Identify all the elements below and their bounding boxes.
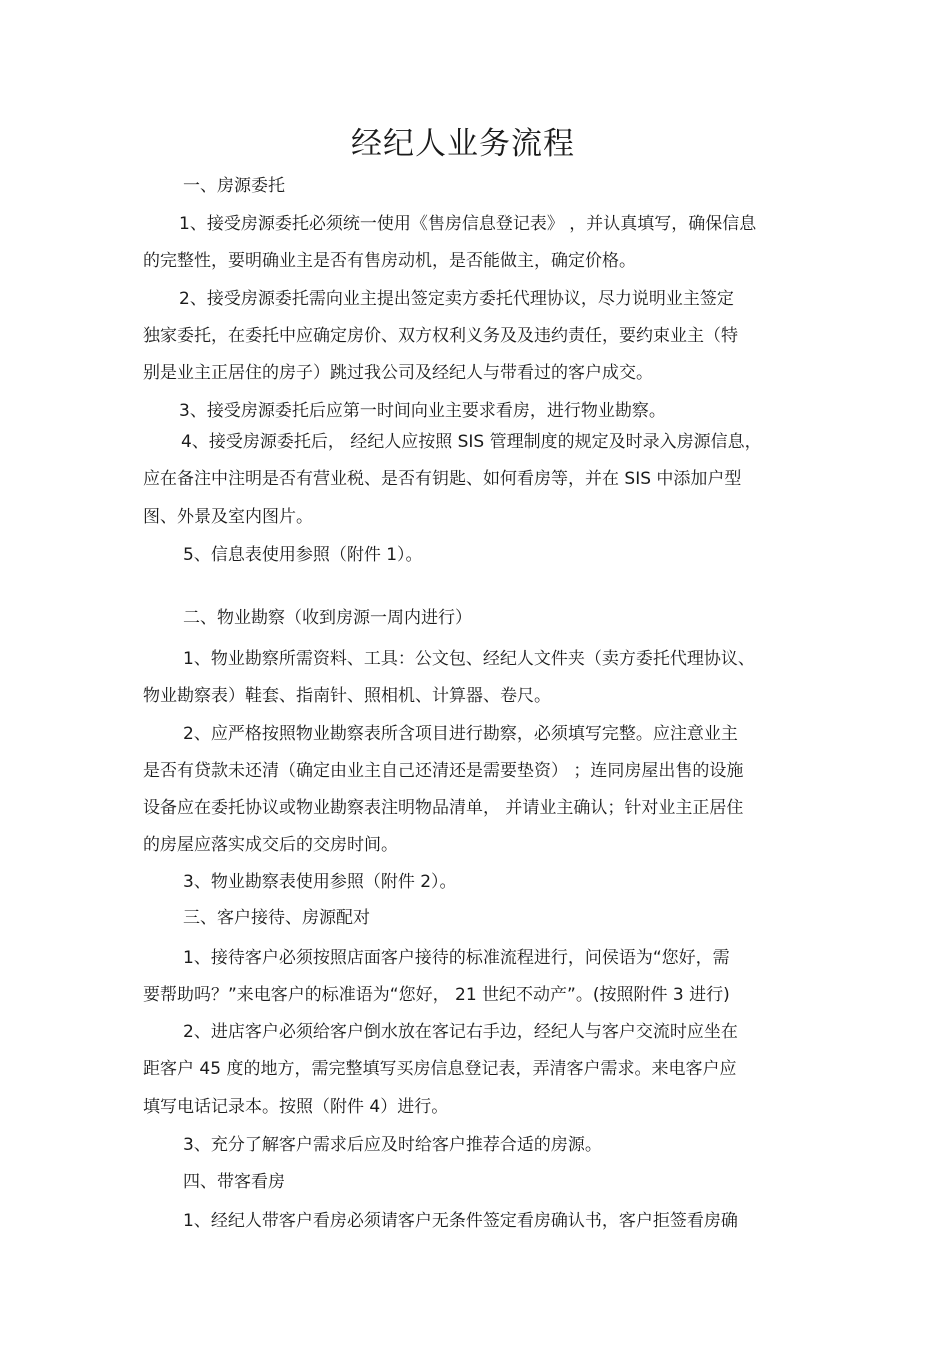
text-line: 3、物业勘察表使用参照（附件 2）。 xyxy=(183,872,457,892)
text-line: 设备应在委托协议或物业勘察表注明物品清单， 并请业主确认；针对业主正居住 xyxy=(143,798,744,818)
text-line: 四、带客看房 xyxy=(183,1172,285,1192)
text-line: 物业勘察表）鞋套、指南针、照相机、计算器、卷尺。 xyxy=(143,686,551,706)
text-line: 1、物业勘察所需资料、工具：公文包、经纪人文件夹（卖方委托代理协议、 xyxy=(183,649,755,669)
text-line: 的房屋应落实成交后的交房时间。 xyxy=(143,835,398,855)
text-line: 2、进店客户必须给客户倒水放在客记右手边，经纪人与客户交流时应坐在 xyxy=(183,1022,738,1042)
text-line: 1、接待客户必须按照店面客户接待的标准流程进行，问侯语为“您好，需 xyxy=(183,948,730,968)
text-line: 2、接受房源委托需向业主提出签定卖方委托代理协议，尽力说明业主签定 xyxy=(179,289,734,309)
text-line: 一、房源委托 xyxy=(183,176,285,196)
text-line: 2、应严格按照物业勘察表所含项目进行勘察，必须填写完整。应注意业主 xyxy=(183,724,738,744)
text-line: 3、充分了解客户需求后应及时给客户推荐合适的房源。 xyxy=(183,1135,602,1155)
text-line: 距客户 45 度的地方，需完整填写买房信息登记表，弄清客户需求。来电客户应 xyxy=(143,1059,737,1079)
text-line: 是否有贷款未还清（确定由业主自己还清还是需要垫资） ；连同房屋出售的设施 xyxy=(143,761,744,781)
text-line: 应在备注中注明是否有营业税、是否有钥匙、如何看房等，并在 SIS 中添加户型 xyxy=(143,469,742,489)
text-line: 填写电话记录本。按照（附件 4）进行。 xyxy=(143,1097,449,1117)
text-line: 要帮助吗？”来电客户的标准语为“您好， 21 世纪不动产”。(按照附件 3 进行) xyxy=(143,985,730,1005)
text-line: 图、外景及室内图片。 xyxy=(143,507,313,527)
document-title: 经纪人业务流程 xyxy=(351,126,575,162)
text-line: 三、客户接待、房源配对 xyxy=(183,908,370,928)
text-line: 独家委托，在委托中应确定房价、双方权利义务及及违约责任，要约束业主（特 xyxy=(143,326,738,346)
text-line: 4、接受房源委托后， 经纪人应按照 SIS 管理制度的规定及时录入房源信息， xyxy=(181,432,762,452)
text-line: 1、经纪人带客户看房必须请客户无条件签定看房确认书，客户拒签看房确 xyxy=(183,1211,738,1231)
text-line: 1、接受房源委托必须统一使用《售房信息登记表》 ，并认真填写，确保信息 xyxy=(179,214,757,234)
text-line: 3、接受房源委托后应第一时间向业主要求看房，进行物业勘察。 xyxy=(179,401,666,421)
text-line: 的完整性，要明确业主是否有售房动机，是否能做主，确定价格。 xyxy=(143,251,636,271)
text-line: 别是业主正居住的房子）跳过我公司及经纪人与带看过的客户成交。 xyxy=(143,363,653,383)
text-line: 二、物业勘察（收到房源一周内进行） xyxy=(183,608,472,628)
text-line: 5、信息表使用参照（附件 1）。 xyxy=(183,545,423,565)
